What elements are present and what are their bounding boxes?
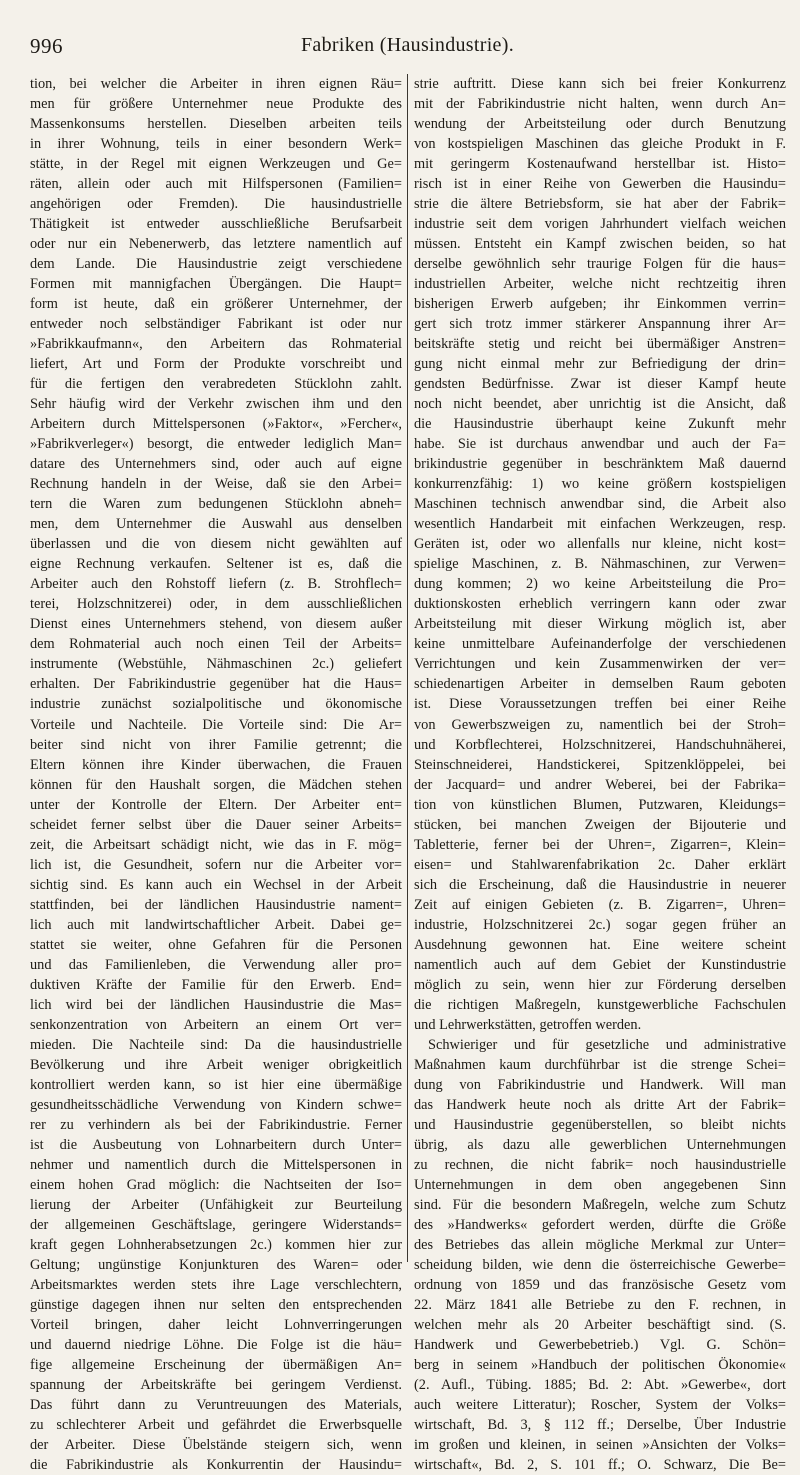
text-line: kraft gegen Lohnherabsetzungen 2c.) kommen hier zur [30,1236,402,1253]
text-line: stattet sie weiter, ohne Gefahren für die Personen [30,936,402,953]
text-line: »Fabrikverleger«) besorgt, die entweder lediglich Man= [30,436,402,453]
text-line: wesentlich Handarbeit mit einfachen Werkzeugen, resp. [414,516,786,533]
text-line: in ihrer Wohnung, teils in einer besondern Werk= [30,136,402,153]
text-line: lich auch mit landwirtschaftlicher Arbeit. Dabei ge= [30,916,402,933]
text-line: Das führt dann zu Veruntreuungen des Materials, [30,1397,402,1414]
text-line: dung kommen; 2) wo keine Arbeitsteilung die Pro= [414,576,786,593]
text-line: derselbe gewöhnlich sehr traurige Folgen für die haus= [414,256,786,273]
text-line: können für den Haushalt sorgen, die Mädchen stehen [30,776,402,793]
text-line: schiedenartigen Arbeiter in demselben Raum geboten [414,676,786,693]
text-line: mit der Fabrikindustrie nicht halten, wenn durch An= [414,96,786,113]
text-line: gesundheitsschädliche Verwendung von Kindern schwe= [30,1096,402,1113]
text-line: duktionskosten erheblich verringern kann oder zwar [414,596,786,613]
text-line: senkonzentration von Arbeitern an einem Ort ver= [30,1016,402,1033]
text-line: Massenkonsums herstellen. Dieselben arbeiten teils [30,116,402,133]
text-line: Verrichtungen und kein Zusammenwirken der ver= [414,656,786,673]
text-line: von kostspieligen Maschinen das gleiche Produkt in F. [414,136,786,153]
text-line: erhalten. Der Fabrikindustrie gegenüber hat die Haus= [30,676,402,693]
text-line: Handwerk und Gewerbebetrieb.) Vgl. G. Schön= [414,1336,786,1353]
text-line: Vorteile und Nachteile. Die Vorteile sind: Die Ar= [30,716,402,733]
text-line: Ausdehnung gewonnen hat. Eine weitere scheint [414,936,786,953]
text-line: und Lehrwerkstätten, getroffen werden. [414,1016,642,1033]
text-line: liefert, Art und Form der Produkte vorschreibt und [30,356,402,373]
text-line: angehörigen oder Fremden). Die hausindustrielle [30,196,402,213]
text-line: men für größere Unternehmer neue Produkte des [30,96,402,113]
text-line: Dienst eines Unternehmers stehend, von diesem außer [30,616,402,633]
text-line: tion von künstlichen Blumen, Putzwaren, Kleidungs= [414,796,786,813]
text-line: möglich zu sein, wenn hier zur Förderung derselben [414,976,786,993]
text-line: dem Lande. Die Hausindustrie zeigt verschiedene [30,256,402,273]
text-line: zu rechnen, die nicht fabrik= noch hausindustrielle [414,1156,786,1173]
text-line: die Fabrikindustrie als Konkurrentin der Hausindu= [30,1457,402,1474]
text-line: instrumente (Webstühle, Nähmaschinen 2c.) geliefert [30,656,402,673]
text-line: noch nicht beendet, aber unrichtig ist die Ansicht, daß [414,396,786,413]
text-line: industriellen Arbeiter, welche nicht rechtzeitig ihren [414,276,786,293]
text-line: Arbeitsmarktes werden stets ihre Lage verschlechtern, [30,1276,402,1293]
text-line: beiter sind nicht von ihrer Familie getrennt; die [30,736,402,753]
text-line: »Fabrikkaufmann«, den Arbeitern das Rohmaterial [30,336,402,353]
text-line: Geräten ist, oder wo allenfalls nur kleine, nicht kost= [414,536,786,553]
text-line: tion, bei welcher die Arbeiter in ihren eignen Räu= [30,76,402,92]
text-line: Schwieriger und für gesetzliche und administrative [428,1036,786,1053]
text-line: duktiven Kräfte der Familie für den Erwerb. End= [30,976,402,993]
text-line: strie auftritt. Diese kann sich bei freier Konkurrenz [414,76,786,92]
text-line: und Korbflechterei, Holzschnitzerei, Handschuhnäherei, [414,736,786,753]
text-line: beitskräfte stetig und reicht bei übermäßiger Anstren= [414,336,786,353]
text-line: Sehr häufig wird der Verkehr zwischen ihm und den [30,396,402,413]
text-line: stattfinden, bei der ländlichen Hausindustrie nament= [30,896,402,913]
text-line: datare des Unternehmers sind, oder auch auf eigne [30,456,402,473]
text-line: strie die ältere Betriebsform, sie hat aber der Fabrik= [414,196,786,213]
text-line: eisen= und Stahlwarenfabrikation 2c. Daher erklärt [414,856,786,873]
text-line: wendung der Arbeitsteilung oder durch Benutzung [414,116,786,133]
text-line: stücken, bei manchen Zweigen der Bijouterie und [414,816,786,833]
text-line: 22. März 1841 alle Betriebe zu den F. rechnen, in [414,1296,786,1313]
text-line: welchen mehr als 20 Arbeiter beschäftigt sind. (S. [414,1316,786,1333]
text-line: men, dem Unternehmer die Auswahl aus denselben [30,516,402,533]
text-line: nehmer und namentlich durch die Mittelspersonen in [30,1156,402,1173]
text-line: gert sich trotz immer stärkerer Anspannung ihrer Ar= [414,316,786,333]
text-line: mit geringerm Kostenaufwand herstellbar ist. Histo= [414,156,786,173]
text-line: oder nur ein Nebenerwerb, das letztere namentlich auf [30,236,402,253]
text-line: sich die Erscheinung, daß die Hausindustrie in neuerer [414,876,786,893]
text-line: einem hohen Grad möglich: die Nachtseiten der Iso= [30,1176,402,1193]
text-line: für die fertigen den verabredeten Stücklohn zahlt. [30,376,402,393]
text-line: der allgemeinen Geschäftslage, geringere Widerstands= [30,1216,402,1233]
text-line: die Hausindustrie überhaupt keine Zukunft mehr [414,416,786,433]
text-line: Arbeitsteilung mit dieser Wirkung möglich ist, aber [414,616,786,633]
text-line: übrig, als dazu alle gewerblichen Unternehmungen [414,1136,786,1153]
text-line: Vorteil bringen, daher leicht Lohnverringerungen [30,1316,402,1333]
text-line: Formen mit mannigfachen Übergängen. Die Haupt= [30,276,402,293]
text-line: des Betriebes das allein mögliche Merkmal zur Unter= [414,1236,786,1253]
text-line: auch weitere Litteratur); Roscher, System der Volks= [414,1397,786,1414]
text-line: fige allgemeine Erscheinung der übermäßigen An= [30,1357,402,1373]
text-line: ordnung von 1859 und das französische Gesetz vom [414,1276,786,1293]
text-line: form ist heute, daß ein größerer Unternehmer, der [30,296,402,313]
text-line: der Jacquard= und andrer Weberei, bei der Fabrika= [414,776,786,793]
text-line: günstige dagegen ihnen nur selten den entsprechenden [30,1296,402,1313]
text-line: ist die Ausbeutung von Lohnarbeitern durch Unter= [30,1136,402,1153]
text-line: die richtigen Maßregeln, kunstgewerbliche Fachschulen [414,996,786,1013]
text-line: bisherigen Erwerb aufgeben; ihr Einkommen verrin= [414,296,786,313]
text-line: keine unmittelbare Aufeinanderfolge der verschiedenen [414,636,786,653]
text-line: im großen und kleinen, in seinen »Ansichten der Volks= [414,1437,786,1454]
text-line: terei, Holzschnitzerei) oder, in dem ausschließlichen [30,596,402,613]
text-line: unter der Kontrolle der Eltern. Der Arbeiter ent= [30,796,402,813]
text-line: rer zu verhindern als bei der Fabrikindustrie. Ferner [30,1116,402,1133]
text-line: wirtschaft«, Bd. 2, S. 101 ff.; O. Schwarz, Die Be= [414,1457,786,1474]
page-header [30,30,785,64]
text-line: und Hausindustrie gegenüberstellen, so bleibt nichts [414,1116,786,1133]
text-line: zu schlechterer Arbeit und gefährdet die Erwerbsquelle [30,1417,402,1434]
text-line: lich wird bei der ländlichen Hausindustrie die Mas= [30,996,402,1013]
text-line: stätte, in der Regel mit eignen Werkzeugen und Ge= [30,156,402,173]
text-line: ist. Diese Voraussetzungen treffen bei einer Reihe [414,696,786,713]
column-divider [407,74,408,1262]
text-line: Thätigkeit ist entweder ausschließliche Berufsarbeit [30,216,402,233]
text-line: Arbeitern durch Mittelspersonen (»Faktor«, »Fercher«, [30,416,402,433]
text-line: von Gewerbszweigen zu, namentlich bei der Stroh= [414,716,786,733]
text-line: habe. Sie ist durchaus anwendbar und auch der Fa= [414,436,786,453]
right-column [414,74,786,1474]
text-line: industrie zunächst sozialpolitische und ökonomische [30,696,402,713]
text-line: Arbeiter auch den Rohstoff liefern (z. B. Strohflech= [30,576,402,593]
text-line: spielige Maschinen, z. B. Nähmaschinen, zur Verwen= [414,556,786,573]
page-number: 996 [30,34,63,58]
text-line: gendsten Bedürfnisse. Zwar ist dieser Kampf heute [414,376,786,393]
text-line: räten, allein oder auch mit Hilfspersonen (Familien= [30,176,402,193]
text-line: kontrolliert werden kann, so ist hier eine übermäßige [30,1076,402,1093]
text-line: dung von Fabrikindustrie und Handwerk. Will man [414,1076,786,1093]
text-line: tern die Waren zum bedungenen Stücklohn abneh= [30,496,402,513]
text-line: sind. Für die besondern Maßregeln, welche zum Schutz [414,1196,786,1213]
text-line: wirtschaft, Bd. 3, § 112 ff.; Derselbe, Über Industrie [414,1417,786,1434]
text-line: zeit, die Arbeitsart schädigt nicht, wie das in F. mög= [30,836,402,853]
text-line: eigne Rechnung verkaufen. Seltener ist es, daß die [30,556,402,573]
text-line: konkurrenzfähig: 1) wo keine größern kostspieligen [414,476,786,493]
text-line: Unternehmungen in dem oben angegebenen Sinn [414,1176,786,1193]
text-line: Maßnahmen kaum durchführbar ist die strenge Schei= [414,1056,786,1073]
text-line: müssen. Entsteht ein Kampf zwischen beiden, so hat [414,236,786,253]
text-line: des »Handwerks« gefordert werden, dürfte die Größe [414,1216,786,1233]
text-line: Bevölkerung und ihre Arbeit weniger obrigkeitlich [30,1056,402,1073]
text-line: mieden. Die Nachteile sind: Da die hausindustrielle [30,1036,402,1053]
text-line: das Handwerk heute noch als dritte Art der Fabrik= [414,1096,786,1113]
text-line: entweder noch selbständiger Fabrikant ist oder nur [30,316,402,333]
text-line: risch ist in einer Reihe von Gewerben die Hausindu= [414,176,786,193]
text-line: (2. Aufl., Tübing. 1885; Bd. 2: Abt. »Gewerbe«, dort [414,1377,786,1394]
text-line: industrie seit dem vorigen Jahrhundert vielfach weichen [414,216,786,233]
text-line: gung nicht einmal mehr zur Befriedigung der drin= [414,356,786,373]
text-line: berg in seinem »Handbuch der politischen Ökonomie« [414,1357,786,1373]
text-line: und das Familienleben, die Verwendung aller pro= [30,956,402,973]
text-line: Geltung; ungünstige Konjunkturen des Waren= oder [30,1256,402,1273]
text-line: Steinschneiderei, Handstickerei, Spitzenklöppelei, bei [414,756,786,773]
left-column [30,74,402,1474]
text-line: lierung der Arbeiter (Unfähigkeit zur Beurteilung [30,1196,402,1213]
text-line: Tabletterie, ferner bei der Uhren=, Zigarren=, Klein= [414,836,786,853]
text-line: scheidung bilden, wie denn die österreichische Gewerbe= [414,1256,786,1273]
text-line: lich ist, die Gesundheit, sofern nur die Arbeiter vor= [30,856,402,873]
text-line: dem Rohmaterial auch noch einen Teil der Arbeits= [30,636,402,653]
text-line: Eltern können ihre Kinder überwachen, die Frauen [30,756,402,773]
text-line: Rechnung handeln in der Weise, daß sie den Arbei= [30,476,402,493]
text-line: und dauernd niedrige Löhne. Die Folge ist die häu= [30,1336,402,1353]
text-line: industrie, Holzschnitzerei 2c.) sogar gegen früher an [414,916,786,933]
text-line: namentlich auch auf dem Gebiet der Kunstindustrie [414,956,786,973]
text-line: überlassen und die von diesem nicht gewählten auf [30,536,402,553]
text-line: der Arbeiter. Diese Übelstände steigern sich, wenn [30,1437,402,1454]
text-line: Zeit auf einigen Gebieten (z. B. Zigarren=, Uhren= [414,896,786,913]
text-line: brikindustrie gegenüber in beschränktem Maß dauernd [414,456,786,473]
text-line: sichtig sind. Es kann auch ein Wechsel in der Arbeit [30,876,402,893]
text-line: spannung der Arbeitskräfte bei geringem Verdienst. [30,1377,402,1394]
running-title: Fabriken (Hausindustrie). [300,34,514,56]
text-line: Maschinen technisch anwendbar sind, die Arbeit also [414,496,786,513]
text-line: scheidet ferner selbst über die Dauer seiner Arbeits= [30,816,402,833]
